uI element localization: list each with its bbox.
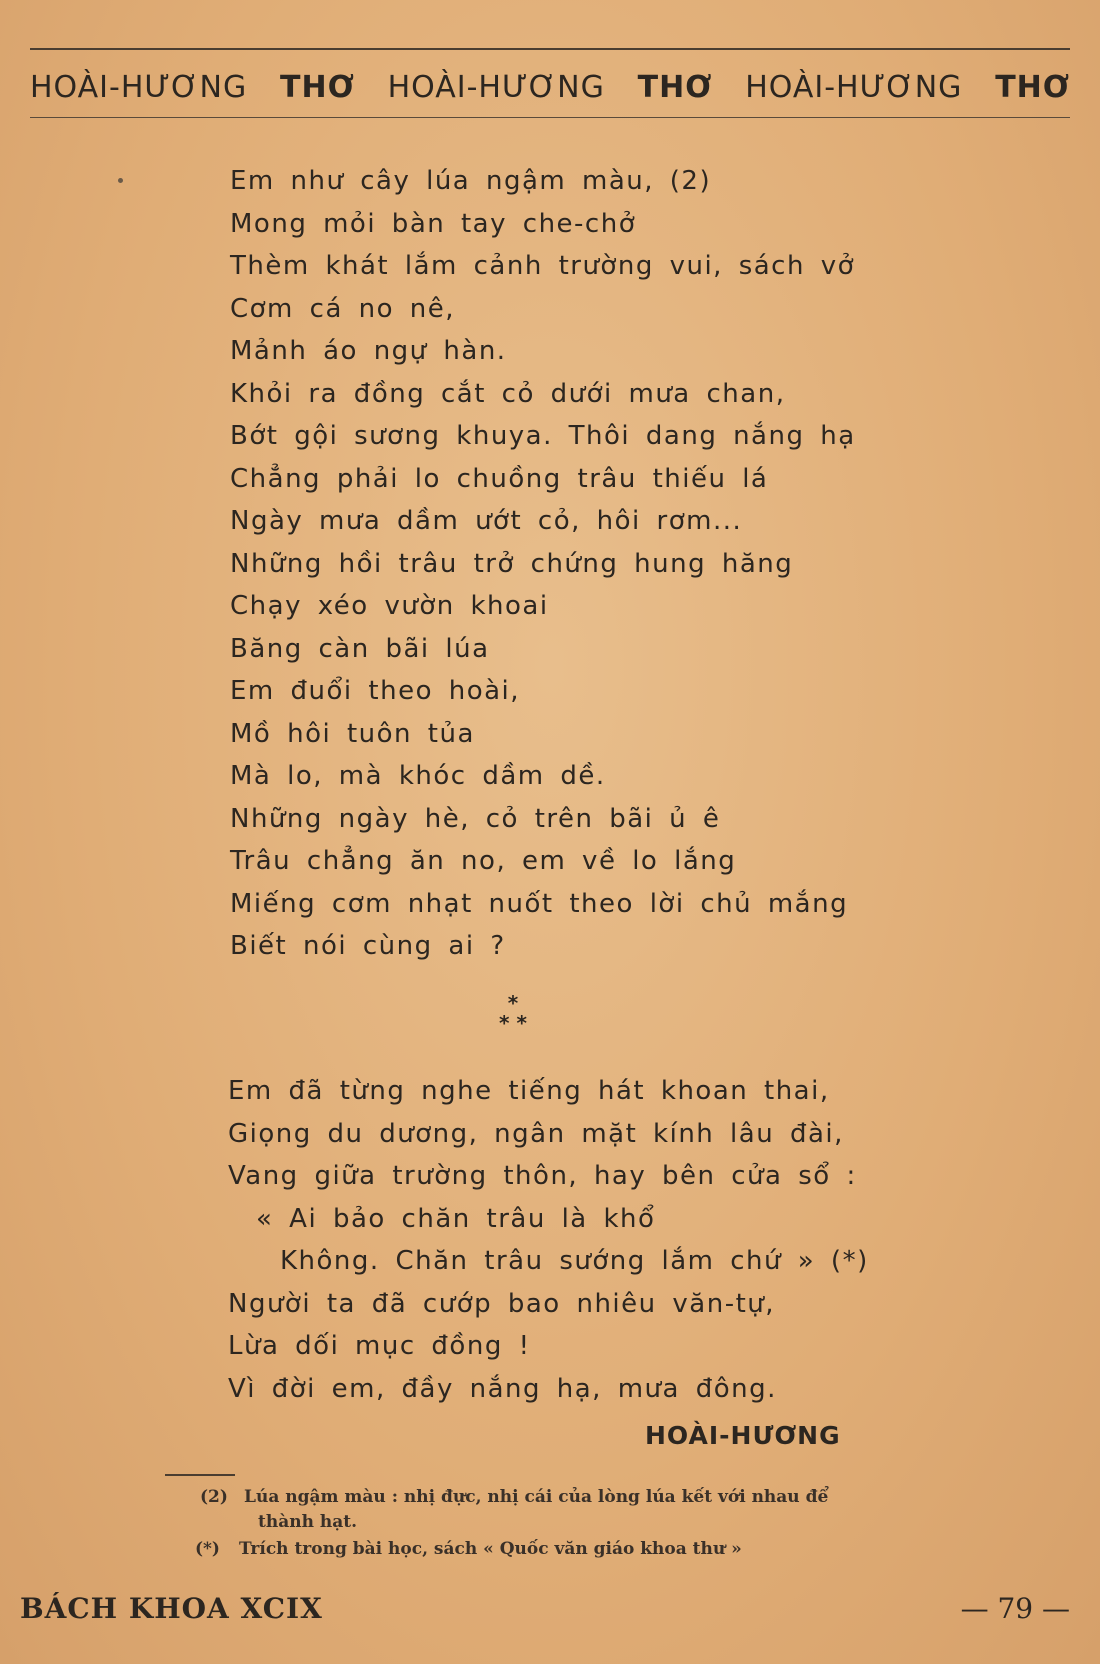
poem-line: Lừa dối mục đồng ! [228, 1331, 531, 1361]
header-author-2: HOÀI-HƯƠNG [387, 69, 605, 105]
header-tho-1: THƠ [280, 69, 355, 105]
poem-line: Biết nói cùng ai ? [230, 931, 506, 961]
page-number: — 79 — [960, 1592, 1070, 1625]
poem-line: Cơm cá no nê, [230, 293, 456, 324]
poem-stanza-2 [228, 1070, 908, 1410]
section-separator [488, 993, 538, 1033]
header-author-1: HOÀI-HƯƠNG [30, 69, 248, 105]
poem-line: Chạy xéo vườn khoai [230, 591, 549, 621]
poem-line: Em đã từng nghe tiếng hát khoan thai, [228, 1076, 830, 1106]
footnote-1-continuation: thành hạt. [258, 1512, 358, 1532]
poem-line-quote: « Ai bảo chăn trâu là khổ [256, 1203, 656, 1234]
poem-line: Băng càn bãi lúa [230, 633, 490, 664]
poem-line: Người ta đã cướp bao nhiêu văn-tự, [228, 1288, 776, 1319]
magazine-issue: BÁCH KHOA XCIX [20, 1592, 323, 1625]
header-bottom-rule [30, 117, 1070, 118]
header-tho-2: THƠ [637, 69, 713, 105]
poem-line: Ngày mưa dầm ướt cỏ, hôi rơm... [230, 506, 743, 536]
header-tho-3: THƠ [995, 69, 1070, 105]
poem-stanza-1 [230, 160, 910, 968]
poem-line: Mồ hôi tuôn tủa [230, 718, 475, 749]
author-signature: HOÀI-HƯƠNG [645, 1421, 841, 1450]
poem-line: Giọng du dương, ngân mặt kính lâu đài, [228, 1118, 844, 1149]
header-top-rule [30, 48, 1070, 50]
poem-line: Em đuổi theo hoài, [230, 676, 521, 706]
footnote-1-mark: (2) [200, 1487, 228, 1507]
poem-line: Mong mỏi bàn tay che-chở [230, 208, 637, 239]
header-author-3: HOÀI-HƯƠNG [745, 69, 963, 105]
footnote-2-text: Trích trong bài học, sách « Quốc văn giáo khoa thư » [239, 1539, 742, 1559]
poem-line: Bớt gội sương khuya. Thôi dang nắng hạ [230, 421, 856, 451]
poem-line: Chẳng phải lo chuồng trâu thiếu lá [230, 463, 769, 494]
poem-line-quote: Không. Chăn trâu sướng lắm chứ » (*) [280, 1246, 869, 1276]
page-speck [118, 178, 123, 183]
poem-line: Vang giữa trường thôn, hay bên cửa sổ : [228, 1161, 857, 1191]
separator-top-star: * [507, 991, 519, 1015]
poem-line: Mà lo, mà khóc dầm dề. [230, 761, 606, 791]
poem-line: Trâu chẳng ăn no, em về lo lắng [230, 846, 737, 876]
poem-line: Em như cây lúa ngậm màu, (2) [230, 166, 712, 196]
poem-line: Vì đời em, đầy nắng hạ, mưa đông. [228, 1373, 777, 1404]
footnote-1 [200, 1485, 900, 1509]
poem-line: Khỏi ra đồng cắt cỏ dưới mưa chan, [230, 378, 786, 409]
footnote-2-mark: (*) [195, 1539, 220, 1559]
footnote-rule [165, 1474, 235, 1476]
poem-line: Những hồi trâu trở chứng hung hăng [230, 548, 794, 579]
footnote-1-text: Lúa ngậm màu : nhị đực, nhị cái của lòng lúa kết với nhau để [244, 1487, 829, 1507]
poem-line: Thèm khát lắm cảnh trường vui, sách vở [230, 251, 856, 281]
poem-line: Miếng cơm nhạt nuốt theo lời chủ mắng [230, 888, 849, 919]
footnote-2 [195, 1537, 895, 1561]
poem-line: Mảnh áo ngự hàn. [230, 336, 507, 366]
running-header [30, 62, 1070, 112]
poem-line: Những ngày hè, cỏ trên bãi ủ ê [230, 803, 721, 834]
separator-bottom-stars: * * [499, 1011, 527, 1035]
